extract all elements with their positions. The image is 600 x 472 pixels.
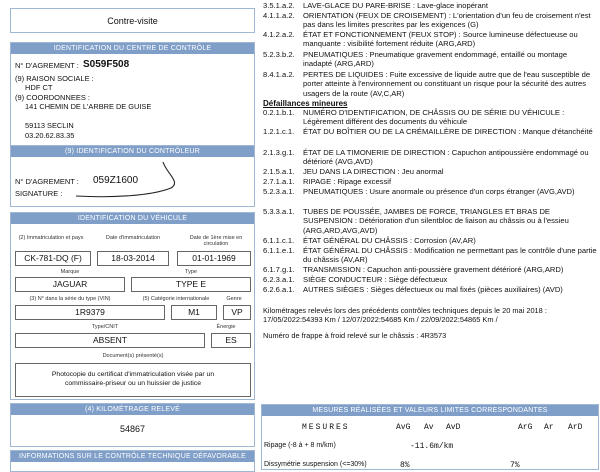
km-header: (4) KILOMÉTRAGE RELEVÉ	[11, 404, 254, 415]
mesures-col: ArD	[568, 423, 583, 432]
raison-label: (9) RAISON SOCIALE :	[15, 74, 94, 83]
info-header: INFORMATIONS SUR LE CONTRÔLE TECHNIQUE DÉFAVORABLE	[11, 451, 254, 462]
ctrl-agrement-value: 059Z1600	[93, 175, 139, 186]
agrement-label: N° D'AGREMENT :	[15, 61, 79, 70]
mineures-title: Défaillances mineures	[263, 99, 348, 108]
contre-visite-box	[10, 8, 255, 33]
vehicule-header: IDENTIFICATION DU VÉHICULE	[11, 213, 254, 224]
vin-label: (3) N° dans la série du type (VIN)	[29, 296, 111, 302]
ripage-label: Ripage (-8 à + 8 m/km)	[264, 442, 336, 449]
documents-label: Document(s) présenté(s)	[102, 353, 164, 359]
mesures-col: Av	[424, 423, 434, 432]
signature-scribble	[71, 152, 191, 202]
documents-field: Photocopie du certificat d'immatriculation visée par un commissaire-priseur ou un huissier de justice	[15, 363, 251, 397]
marque-label: Marque	[60, 269, 80, 275]
vin-field: 1R9379	[15, 305, 165, 320]
dissym-ar: 7%	[510, 461, 520, 470]
ripage-value: -11.6m/km	[410, 442, 454, 451]
mesures-panel	[261, 404, 599, 470]
km-history: Kilométrages relevés lors des précédents contrôles techniques depuis le 20 mai 2018 : 17/05/2022:54393 Km / 12/07/2022:54685 Km / 22/09/2022:54865 Km /	[263, 306, 547, 324]
address-line: 141 CHEMIN DE L'ARBRE DE GUISE	[25, 102, 152, 111]
mesures-header: MESURES RÉALISÉES ET VALEURS LIMITES CORRESPONDANTES	[262, 405, 598, 416]
energie-label: Énergie	[216, 324, 236, 330]
genre-field: VP	[223, 305, 251, 320]
genre-label: Genre	[226, 296, 242, 302]
agrement-value: S059F508	[83, 59, 130, 70]
immat-field: CK-781-DQ (F)	[15, 251, 91, 266]
date-immat-label: Date d'immatriculation	[105, 235, 161, 241]
info-panel	[10, 450, 255, 472]
mesures-col: AvG	[396, 423, 411, 432]
mesures-col: AvD	[446, 423, 461, 432]
date-immat-field: 18-03-2014	[97, 251, 169, 266]
dissym-av: 8%	[400, 461, 410, 470]
dissym-label: Dissymétrie suspension (<=30%)	[264, 461, 367, 468]
date-first-field: 01-01-1969	[177, 251, 251, 266]
energie-field: ES	[211, 333, 251, 348]
typecnit-label: Type/CNIT	[91, 324, 119, 330]
date-first-label: Date de 1ère mise en circulation	[189, 235, 243, 247]
controleur-header: (9) IDENTIFICATION DU CONTRÔLEUR	[11, 146, 254, 157]
controleur-panel	[10, 145, 255, 207]
contre-visite-label: Contre-visite	[107, 16, 158, 26]
centre-header: IDENTIFICATION DU CENTRE DE CONTRÔLE	[11, 43, 254, 54]
km-value: 54867	[119, 424, 146, 434]
address-line: 59113 SECLIN	[25, 121, 74, 130]
vehicule-panel	[10, 212, 255, 400]
signature-label: SIGNATURE :	[15, 189, 63, 198]
mesures-col: ArG	[518, 423, 533, 432]
marque-field: JAGUAR	[15, 277, 125, 292]
mesures-col: Ar	[544, 423, 554, 432]
typecnit-field: ABSENT	[15, 333, 205, 348]
categorie-label: (5) Catégorie internationale	[142, 296, 210, 302]
immat-label: (2) Immatriculation et pays	[18, 235, 84, 241]
type-label: Type	[185, 269, 197, 275]
centre-panel	[10, 42, 255, 148]
type-field: TYPE E	[131, 277, 251, 292]
mesures-col: MESURES	[302, 423, 350, 432]
categorie-field: M1	[171, 305, 217, 320]
address-line: 03.20.62.83.35	[25, 131, 75, 140]
frappe-froid: Numéro de frappe à froid relevé sur le châssis : 4R3573	[263, 331, 447, 340]
raison-value: HDF CT	[25, 83, 53, 92]
ctrl-agrement-label: N° D'AGREMENT :	[15, 177, 79, 186]
coord-label: (9) COORDONNEES :	[15, 93, 91, 102]
km-panel	[10, 403, 255, 447]
